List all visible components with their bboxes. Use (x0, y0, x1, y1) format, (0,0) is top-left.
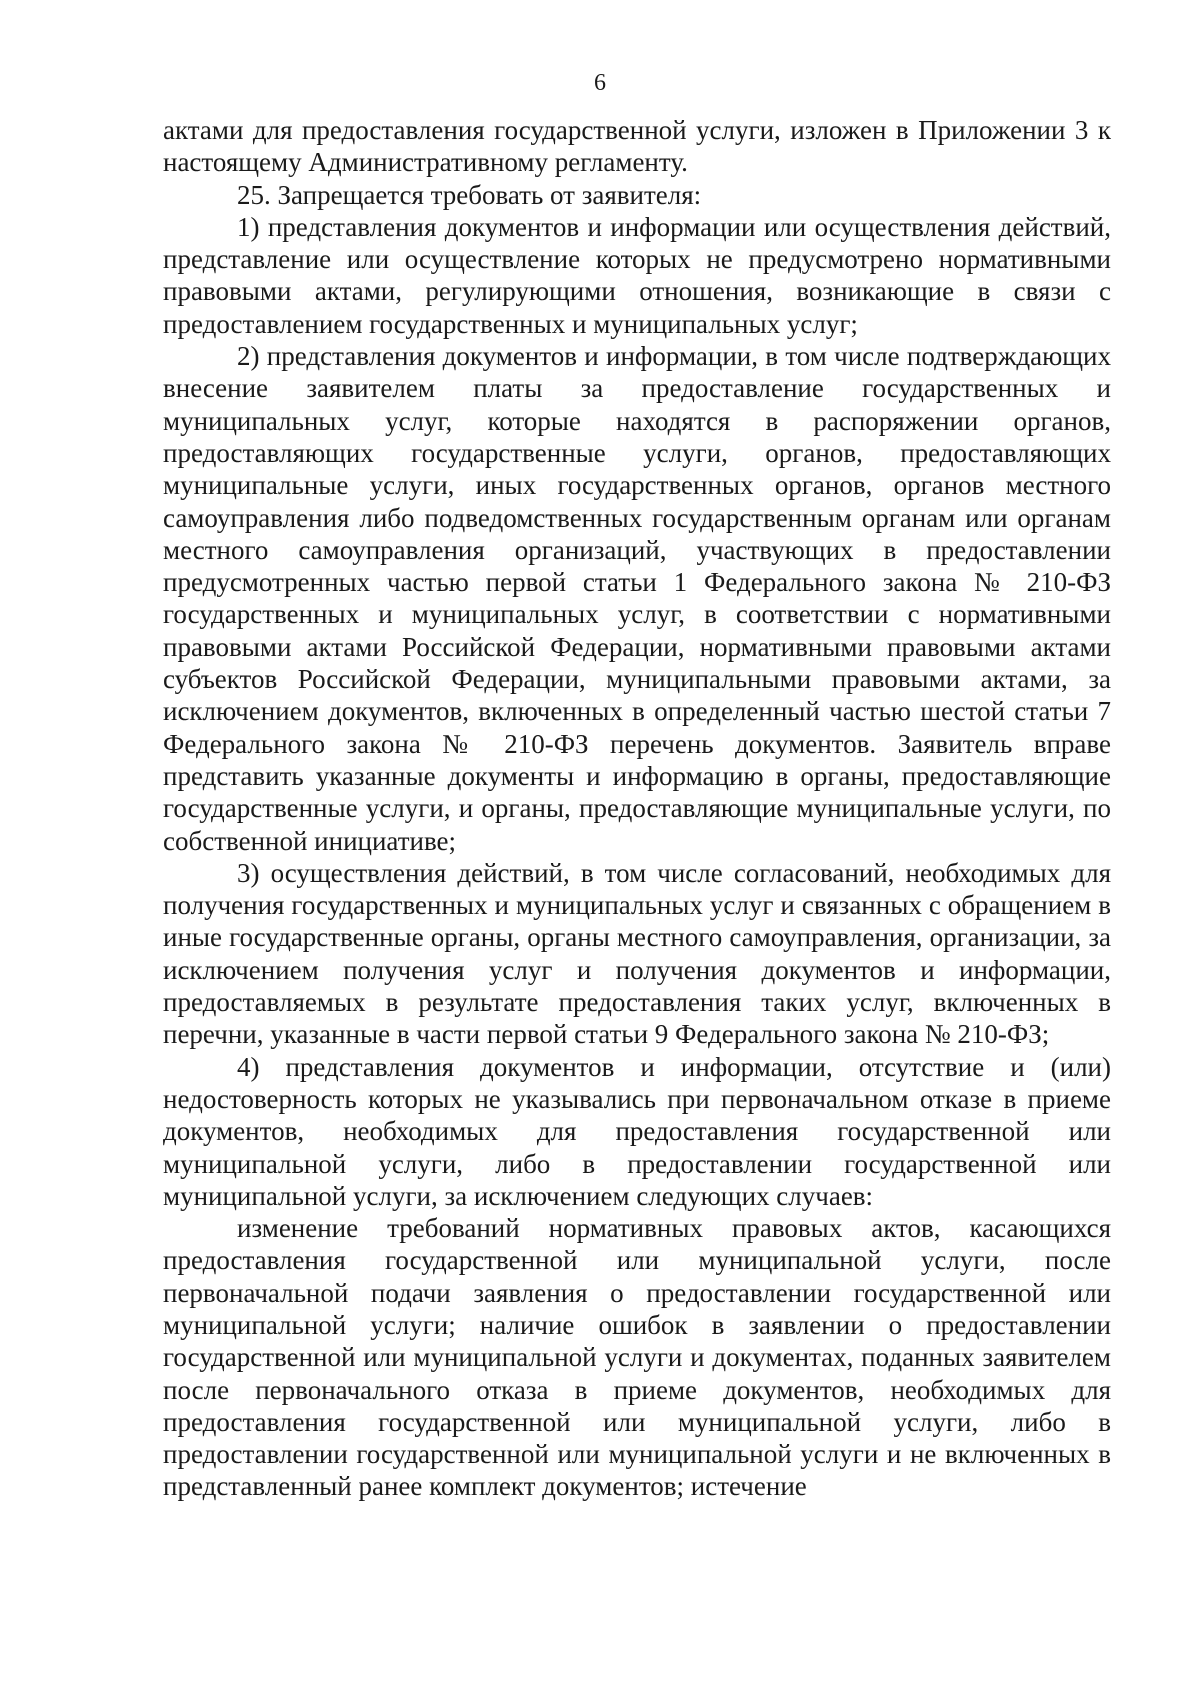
paragraph-subitem-3: 3) осуществления действий, в том числе согласований, необходимых для получения государственных и муниципальных услуг и связанных с обращением в иные государственные органы, органы местного самоуправления, организации, за исключением получения услуг и получения документов и информации, предоставляемых в результате предоставления таких услуг, включенных в перечни, указанные в части первой статьи 9 Федерального закона № 210-ФЗ; (163, 857, 1111, 1050)
document-body (163, 114, 1111, 1503)
paragraph-continuation: актами для предоставления государственной услуги, изложен в Приложении 3 к настоящему Административному регламенту. (163, 115, 1111, 178)
paragraph-subitem-2: 2) представления документов и информации, в том числе подтверждающих внесение заявителем платы за предоставление государственных и муниципальных услуг, которые находятся в распоряжении органов, предоставляющих государственные услуги, органов, предоставляющих муниципальные услуги, иных государственных органов, органов местного самоуправления либо подведомственных государственным органам или органам местного самоуправления организаций, участвующих в предоставлении предусмотренных частью первой статьи 1 Федерального закона № 210-ФЗ государственных и муниципальных услуг, в соответствии с нормативными правовыми актами Российской Федерации, нормативными правовыми актами субъектов Российской Федерации, муниципальными правовыми актами, за исключением документов, включенных в определенный частью шестой статьи 7 Федерального закона № 210-ФЗ перечень документов. Заявитель вправе представить указанные документы и информацию в органы, предоставляющие государственные услуги, и органы, предоставляющие муниципальные услуги, по собственной инициативе; (163, 341, 1111, 856)
paragraph-item-25: 25. Запрещается требовать от заявителя: (237, 179, 702, 210)
paragraph-exceptions: изменение требований нормативных правовых актов, касающихся предоставления государственной или муниципальной услуги, после первоначальной подачи заявления о предоставлении государственной или муниципальной услуги; наличие ошибок в заявлении о предоставлении государственной или муниципальной услуги и документах, поданных заявителем после первоначального отказа в приеме документов, необходимых для предоставления государственной или муниципальной услуги, либо в предоставлении государственной или муниципальной услуги и не включенных в представленный ранее комплект документов; истечение (163, 1213, 1111, 1502)
paragraph-subitem-1: 1) представления документов и информации или осуществления действий, представление или осуществление которых не предусмотрено нормативными правовыми актами, регулирующими отношения, возникающие в связи с предоставлением государственных и муниципальных услуг; (163, 211, 1111, 339)
paragraph-subitem-4: 4) представления документов и информации, отсутствие и (или) недостоверность которых не указывались при первоначальном отказе в приеме документов, необходимых для предоставления государственной или муниципальной услуги, либо в предоставлении государственной или муниципальной услуги, за исключением следующих случаев: (163, 1051, 1111, 1211)
page-number: 6 (594, 70, 606, 96)
